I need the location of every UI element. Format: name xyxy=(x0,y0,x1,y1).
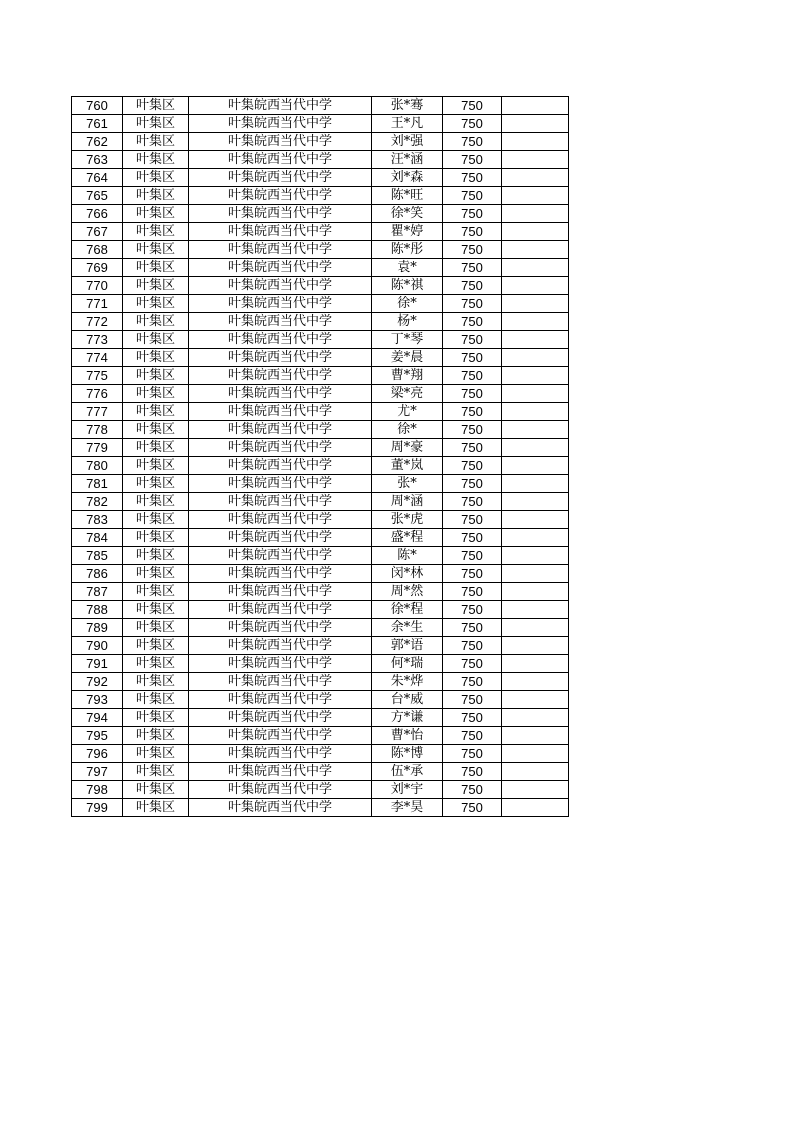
student-name-cell: 周*然 xyxy=(372,583,443,601)
note-cell xyxy=(502,367,569,385)
row-number-cell: 779 xyxy=(72,439,123,457)
score-cell: 750 xyxy=(443,601,502,619)
roster-table-body xyxy=(72,97,569,817)
note-cell xyxy=(502,349,569,367)
school-cell: 叶集皖西当代中学 xyxy=(189,187,372,205)
school-cell: 叶集皖西当代中学 xyxy=(189,529,372,547)
row-number-cell: 763 xyxy=(72,151,123,169)
student-name-cell: 曹*翔 xyxy=(372,367,443,385)
note-cell xyxy=(502,781,569,799)
score-cell: 750 xyxy=(443,331,502,349)
school-cell: 叶集皖西当代中学 xyxy=(189,547,372,565)
school-cell: 叶集皖西当代中学 xyxy=(189,133,372,151)
note-cell xyxy=(502,151,569,169)
note-cell xyxy=(502,259,569,277)
district-cell: 叶集区 xyxy=(123,115,189,133)
district-cell: 叶集区 xyxy=(123,151,189,169)
row-number-cell: 785 xyxy=(72,547,123,565)
school-cell: 叶集皖西当代中学 xyxy=(189,313,372,331)
district-cell: 叶集区 xyxy=(123,457,189,475)
school-cell: 叶集皖西当代中学 xyxy=(189,97,372,115)
score-cell: 750 xyxy=(443,781,502,799)
note-cell xyxy=(502,223,569,241)
score-cell: 750 xyxy=(443,565,502,583)
school-cell: 叶集皖西当代中学 xyxy=(189,781,372,799)
note-cell xyxy=(502,475,569,493)
student-name-cell: 台*威 xyxy=(372,691,443,709)
student-name-cell: 周*豪 xyxy=(372,439,443,457)
table-row xyxy=(72,133,569,151)
district-cell: 叶集区 xyxy=(123,187,189,205)
district-cell: 叶集区 xyxy=(123,223,189,241)
note-cell xyxy=(502,169,569,187)
district-cell: 叶集区 xyxy=(123,439,189,457)
student-name-cell: 闵*林 xyxy=(372,565,443,583)
note-cell xyxy=(502,187,569,205)
student-name-cell: 曹*怡 xyxy=(372,727,443,745)
score-cell: 750 xyxy=(443,295,502,313)
score-cell: 750 xyxy=(443,727,502,745)
note-cell xyxy=(502,673,569,691)
table-row xyxy=(72,97,569,115)
note-cell xyxy=(502,133,569,151)
note-cell xyxy=(502,205,569,223)
table-row xyxy=(72,655,569,673)
school-cell: 叶集皖西当代中学 xyxy=(189,583,372,601)
row-number-cell: 760 xyxy=(72,97,123,115)
score-cell: 750 xyxy=(443,709,502,727)
note-cell xyxy=(502,457,569,475)
district-cell: 叶集区 xyxy=(123,547,189,565)
score-cell: 750 xyxy=(443,313,502,331)
school-cell: 叶集皖西当代中学 xyxy=(189,565,372,583)
table-row xyxy=(72,799,569,817)
row-number-cell: 774 xyxy=(72,349,123,367)
district-cell: 叶集区 xyxy=(123,673,189,691)
score-cell: 750 xyxy=(443,691,502,709)
student-name-cell: 方*谦 xyxy=(372,709,443,727)
district-cell: 叶集区 xyxy=(123,745,189,763)
row-number-cell: 792 xyxy=(72,673,123,691)
table-row xyxy=(72,115,569,133)
row-number-cell: 764 xyxy=(72,169,123,187)
student-name-cell: 刘*强 xyxy=(372,133,443,151)
note-cell xyxy=(502,709,569,727)
score-cell: 750 xyxy=(443,241,502,259)
district-cell: 叶集区 xyxy=(123,349,189,367)
score-cell: 750 xyxy=(443,799,502,817)
table-row xyxy=(72,385,569,403)
student-name-cell: 袁* xyxy=(372,259,443,277)
district-cell: 叶集区 xyxy=(123,601,189,619)
district-cell: 叶集区 xyxy=(123,781,189,799)
table-row xyxy=(72,169,569,187)
score-cell: 750 xyxy=(443,187,502,205)
school-cell: 叶集皖西当代中学 xyxy=(189,763,372,781)
score-cell: 750 xyxy=(443,133,502,151)
row-number-cell: 795 xyxy=(72,727,123,745)
row-number-cell: 796 xyxy=(72,745,123,763)
district-cell: 叶集区 xyxy=(123,313,189,331)
row-number-cell: 798 xyxy=(72,781,123,799)
note-cell xyxy=(502,313,569,331)
row-number-cell: 784 xyxy=(72,529,123,547)
score-cell: 750 xyxy=(443,619,502,637)
score-cell: 750 xyxy=(443,529,502,547)
table-row xyxy=(72,763,569,781)
score-cell: 750 xyxy=(443,637,502,655)
note-cell xyxy=(502,493,569,511)
score-cell: 750 xyxy=(443,259,502,277)
row-number-cell: 762 xyxy=(72,133,123,151)
student-name-cell: 刘*森 xyxy=(372,169,443,187)
note-cell xyxy=(502,799,569,817)
row-number-cell: 786 xyxy=(72,565,123,583)
note-cell xyxy=(502,619,569,637)
district-cell: 叶集区 xyxy=(123,565,189,583)
note-cell xyxy=(502,241,569,259)
student-name-cell: 徐*程 xyxy=(372,601,443,619)
table-row xyxy=(72,601,569,619)
table-row xyxy=(72,187,569,205)
district-cell: 叶集区 xyxy=(123,295,189,313)
table-row xyxy=(72,457,569,475)
student-name-cell: 徐* xyxy=(372,295,443,313)
table-row xyxy=(72,619,569,637)
school-cell: 叶集皖西当代中学 xyxy=(189,151,372,169)
score-cell: 750 xyxy=(443,745,502,763)
school-cell: 叶集皖西当代中学 xyxy=(189,745,372,763)
table-row xyxy=(72,709,569,727)
note-cell xyxy=(502,727,569,745)
note-cell xyxy=(502,547,569,565)
school-cell: 叶集皖西当代中学 xyxy=(189,277,372,295)
table-row xyxy=(72,223,569,241)
school-cell: 叶集皖西当代中学 xyxy=(189,457,372,475)
row-number-cell: 789 xyxy=(72,619,123,637)
score-cell: 750 xyxy=(443,475,502,493)
score-cell: 750 xyxy=(443,421,502,439)
district-cell: 叶集区 xyxy=(123,475,189,493)
school-cell: 叶集皖西当代中学 xyxy=(189,223,372,241)
district-cell: 叶集区 xyxy=(123,259,189,277)
note-cell xyxy=(502,439,569,457)
score-cell: 750 xyxy=(443,511,502,529)
district-cell: 叶集区 xyxy=(123,709,189,727)
district-cell: 叶集区 xyxy=(123,277,189,295)
student-name-cell: 周*涵 xyxy=(372,493,443,511)
score-cell: 750 xyxy=(443,115,502,133)
student-name-cell: 陈*祺 xyxy=(372,277,443,295)
row-number-cell: 794 xyxy=(72,709,123,727)
table-row xyxy=(72,637,569,655)
student-name-cell: 伍*承 xyxy=(372,763,443,781)
note-cell xyxy=(502,745,569,763)
note-cell xyxy=(502,763,569,781)
student-name-cell: 梁*亮 xyxy=(372,385,443,403)
school-cell: 叶集皖西当代中学 xyxy=(189,691,372,709)
district-cell: 叶集区 xyxy=(123,655,189,673)
school-cell: 叶集皖西当代中学 xyxy=(189,727,372,745)
score-cell: 750 xyxy=(443,151,502,169)
row-number-cell: 782 xyxy=(72,493,123,511)
note-cell xyxy=(502,421,569,439)
student-name-cell: 瞿*婷 xyxy=(372,223,443,241)
score-cell: 750 xyxy=(443,367,502,385)
district-cell: 叶集区 xyxy=(123,205,189,223)
table-row xyxy=(72,781,569,799)
student-name-cell: 姜*晨 xyxy=(372,349,443,367)
score-cell: 750 xyxy=(443,205,502,223)
school-cell: 叶集皖西当代中学 xyxy=(189,331,372,349)
score-cell: 750 xyxy=(443,439,502,457)
school-cell: 叶集皖西当代中学 xyxy=(189,241,372,259)
table-row xyxy=(72,673,569,691)
score-cell: 750 xyxy=(443,583,502,601)
school-cell: 叶集皖西当代中学 xyxy=(189,601,372,619)
student-name-cell: 徐* xyxy=(372,421,443,439)
school-cell: 叶集皖西当代中学 xyxy=(189,655,372,673)
score-cell: 750 xyxy=(443,403,502,421)
table-row xyxy=(72,349,569,367)
roster-table xyxy=(71,96,569,817)
row-number-cell: 778 xyxy=(72,421,123,439)
table-row xyxy=(72,241,569,259)
note-cell xyxy=(502,331,569,349)
row-number-cell: 766 xyxy=(72,205,123,223)
student-name-cell: 张* xyxy=(372,475,443,493)
table-row xyxy=(72,331,569,349)
student-name-cell: 董*岚 xyxy=(372,457,443,475)
table-row xyxy=(72,475,569,493)
student-name-cell: 李*昊 xyxy=(372,799,443,817)
student-name-cell: 郭*语 xyxy=(372,637,443,655)
score-cell: 750 xyxy=(443,97,502,115)
school-cell: 叶集皖西当代中学 xyxy=(189,421,372,439)
student-name-cell: 张*虎 xyxy=(372,511,443,529)
student-name-cell: 陈*旺 xyxy=(372,187,443,205)
row-number-cell: 787 xyxy=(72,583,123,601)
row-number-cell: 788 xyxy=(72,601,123,619)
row-number-cell: 790 xyxy=(72,637,123,655)
school-cell: 叶集皖西当代中学 xyxy=(189,511,372,529)
student-name-cell: 余*生 xyxy=(372,619,443,637)
row-number-cell: 768 xyxy=(72,241,123,259)
table-row xyxy=(72,403,569,421)
row-number-cell: 791 xyxy=(72,655,123,673)
row-number-cell: 772 xyxy=(72,313,123,331)
score-cell: 750 xyxy=(443,223,502,241)
student-name-cell: 汪*涵 xyxy=(372,151,443,169)
district-cell: 叶集区 xyxy=(123,637,189,655)
table-row xyxy=(72,295,569,313)
school-cell: 叶集皖西当代中学 xyxy=(189,493,372,511)
district-cell: 叶集区 xyxy=(123,511,189,529)
row-number-cell: 776 xyxy=(72,385,123,403)
school-cell: 叶集皖西当代中学 xyxy=(189,673,372,691)
note-cell xyxy=(502,601,569,619)
table-row xyxy=(72,529,569,547)
district-cell: 叶集区 xyxy=(123,331,189,349)
student-name-cell: 徐*笑 xyxy=(372,205,443,223)
table-row xyxy=(72,259,569,277)
school-cell: 叶集皖西当代中学 xyxy=(189,475,372,493)
table-row xyxy=(72,745,569,763)
score-cell: 750 xyxy=(443,457,502,475)
table-row xyxy=(72,583,569,601)
table-row xyxy=(72,511,569,529)
school-cell: 叶集皖西当代中学 xyxy=(189,205,372,223)
table-row xyxy=(72,205,569,223)
district-cell: 叶集区 xyxy=(123,691,189,709)
note-cell xyxy=(502,637,569,655)
school-cell: 叶集皖西当代中学 xyxy=(189,349,372,367)
district-cell: 叶集区 xyxy=(123,619,189,637)
score-cell: 750 xyxy=(443,349,502,367)
student-name-cell: 刘*宇 xyxy=(372,781,443,799)
table-row xyxy=(72,421,569,439)
row-number-cell: 775 xyxy=(72,367,123,385)
school-cell: 叶集皖西当代中学 xyxy=(189,295,372,313)
row-number-cell: 799 xyxy=(72,799,123,817)
school-cell: 叶集皖西当代中学 xyxy=(189,709,372,727)
row-number-cell: 777 xyxy=(72,403,123,421)
table-row xyxy=(72,493,569,511)
district-cell: 叶集区 xyxy=(123,421,189,439)
note-cell xyxy=(502,115,569,133)
district-cell: 叶集区 xyxy=(123,403,189,421)
score-cell: 750 xyxy=(443,655,502,673)
score-cell: 750 xyxy=(443,547,502,565)
school-cell: 叶集皖西当代中学 xyxy=(189,115,372,133)
school-cell: 叶集皖西当代中学 xyxy=(189,637,372,655)
district-cell: 叶集区 xyxy=(123,583,189,601)
district-cell: 叶集区 xyxy=(123,133,189,151)
district-cell: 叶集区 xyxy=(123,367,189,385)
student-name-cell: 丁*琴 xyxy=(372,331,443,349)
district-cell: 叶集区 xyxy=(123,763,189,781)
table-row xyxy=(72,313,569,331)
note-cell xyxy=(502,583,569,601)
row-number-cell: 765 xyxy=(72,187,123,205)
note-cell xyxy=(502,529,569,547)
score-cell: 750 xyxy=(443,673,502,691)
score-cell: 750 xyxy=(443,169,502,187)
student-name-cell: 陈*彤 xyxy=(372,241,443,259)
school-cell: 叶集皖西当代中学 xyxy=(189,619,372,637)
note-cell xyxy=(502,403,569,421)
table-row xyxy=(72,277,569,295)
row-number-cell: 793 xyxy=(72,691,123,709)
row-number-cell: 797 xyxy=(72,763,123,781)
note-cell xyxy=(502,691,569,709)
score-cell: 750 xyxy=(443,277,502,295)
score-cell: 750 xyxy=(443,763,502,781)
district-cell: 叶集区 xyxy=(123,799,189,817)
district-cell: 叶集区 xyxy=(123,385,189,403)
district-cell: 叶集区 xyxy=(123,529,189,547)
district-cell: 叶集区 xyxy=(123,727,189,745)
school-cell: 叶集皖西当代中学 xyxy=(189,169,372,187)
row-number-cell: 767 xyxy=(72,223,123,241)
row-number-cell: 781 xyxy=(72,475,123,493)
school-cell: 叶集皖西当代中学 xyxy=(189,259,372,277)
row-number-cell: 783 xyxy=(72,511,123,529)
district-cell: 叶集区 xyxy=(123,169,189,187)
student-name-cell: 朱*烨 xyxy=(372,673,443,691)
table-row xyxy=(72,547,569,565)
student-name-cell: 陈*博 xyxy=(372,745,443,763)
table-row xyxy=(72,151,569,169)
note-cell xyxy=(502,385,569,403)
table-row xyxy=(72,367,569,385)
student-name-cell: 杨* xyxy=(372,313,443,331)
score-cell: 750 xyxy=(443,385,502,403)
score-cell: 750 xyxy=(443,493,502,511)
note-cell xyxy=(502,277,569,295)
district-cell: 叶集区 xyxy=(123,97,189,115)
school-cell: 叶集皖西当代中学 xyxy=(189,403,372,421)
student-name-cell: 陈* xyxy=(372,547,443,565)
table-row xyxy=(72,691,569,709)
table-row xyxy=(72,565,569,583)
note-cell xyxy=(502,655,569,673)
student-name-cell: 盛*程 xyxy=(372,529,443,547)
note-cell xyxy=(502,295,569,313)
school-cell: 叶集皖西当代中学 xyxy=(189,367,372,385)
note-cell xyxy=(502,565,569,583)
district-cell: 叶集区 xyxy=(123,493,189,511)
row-number-cell: 770 xyxy=(72,277,123,295)
school-cell: 叶集皖西当代中学 xyxy=(189,385,372,403)
student-name-cell: 张*骞 xyxy=(372,97,443,115)
table-row xyxy=(72,727,569,745)
student-name-cell: 尤* xyxy=(372,403,443,421)
row-number-cell: 771 xyxy=(72,295,123,313)
school-cell: 叶集皖西当代中学 xyxy=(189,439,372,457)
row-number-cell: 780 xyxy=(72,457,123,475)
district-cell: 叶集区 xyxy=(123,241,189,259)
row-number-cell: 769 xyxy=(72,259,123,277)
student-name-cell: 王*凡 xyxy=(372,115,443,133)
school-cell: 叶集皖西当代中学 xyxy=(189,799,372,817)
student-name-cell: 何*瑞 xyxy=(372,655,443,673)
row-number-cell: 773 xyxy=(72,331,123,349)
note-cell xyxy=(502,97,569,115)
row-number-cell: 761 xyxy=(72,115,123,133)
note-cell xyxy=(502,511,569,529)
table-row xyxy=(72,439,569,457)
